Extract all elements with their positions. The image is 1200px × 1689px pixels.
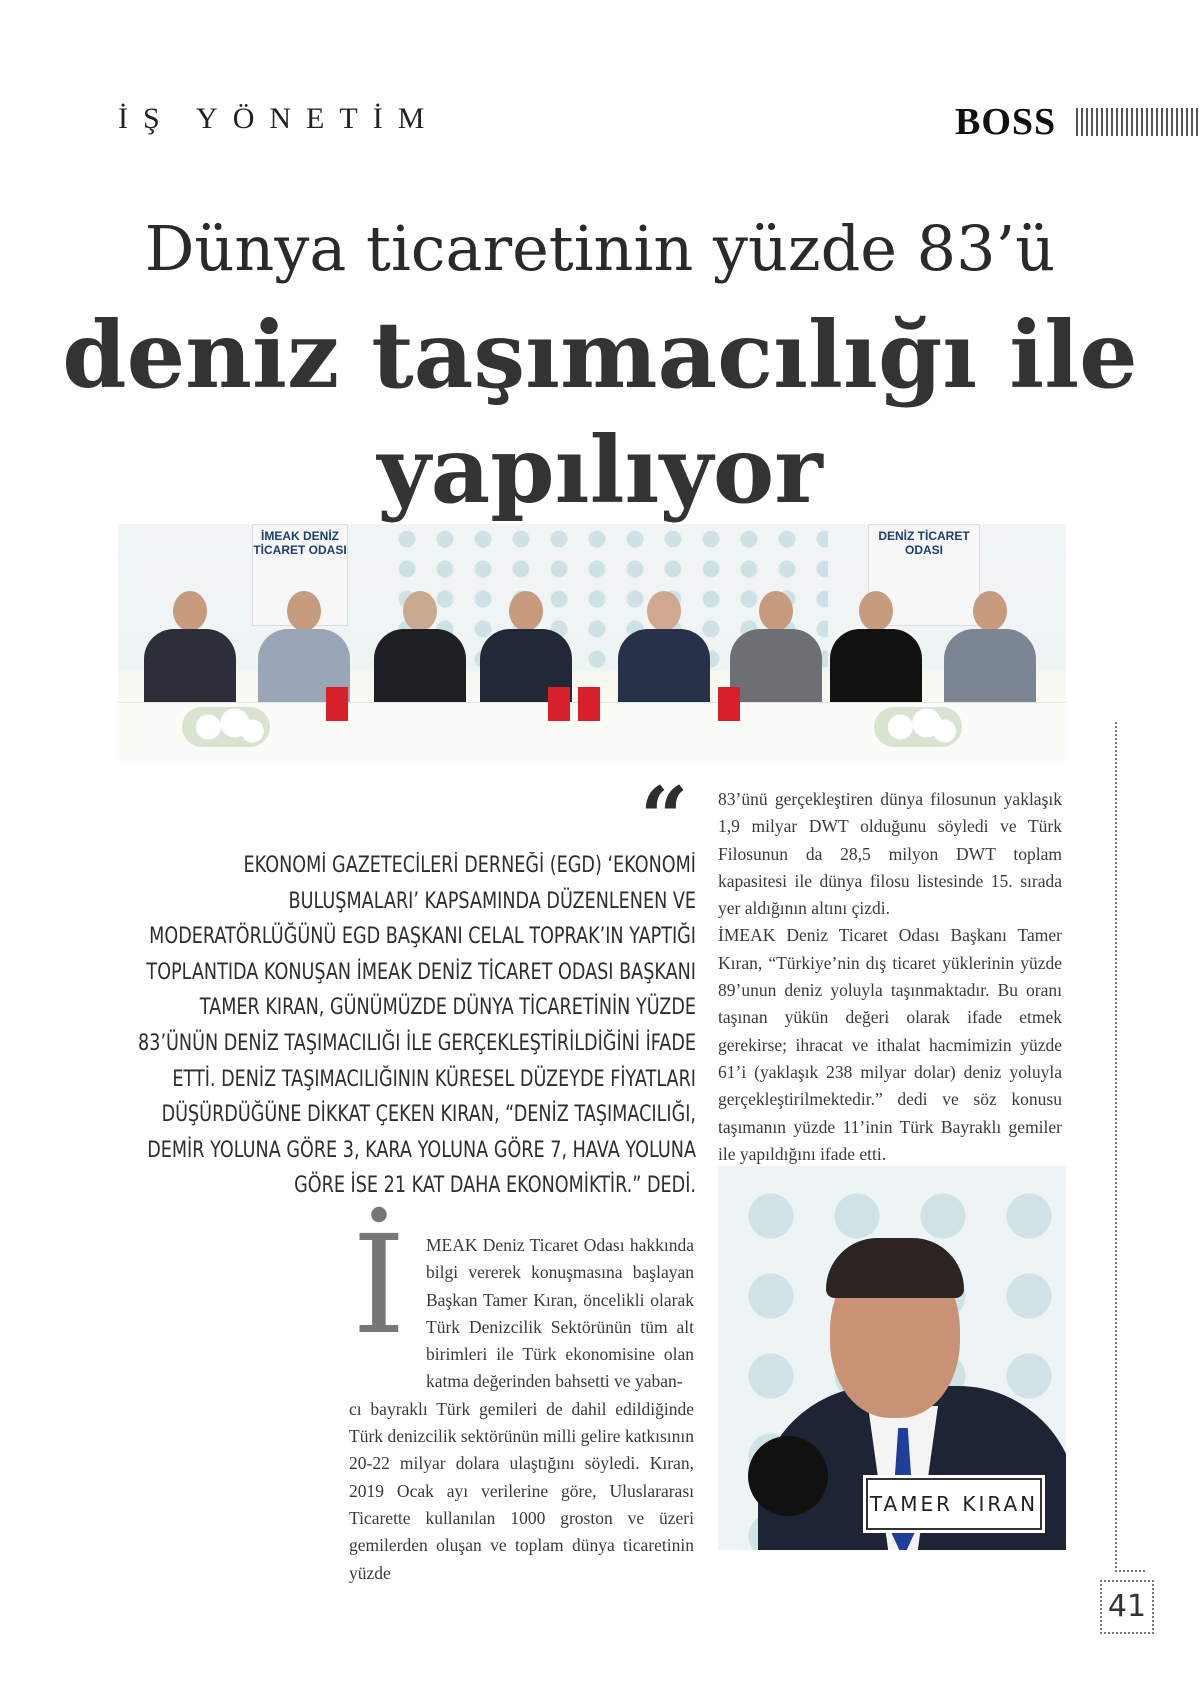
magazine-logo: BOSS [955, 101, 1057, 143]
dotted-rule [1115, 722, 1117, 1572]
flower-arrangement [182, 707, 270, 747]
headline-main [0, 298, 1200, 528]
body-column-left [349, 1232, 694, 1587]
chamber-banner-left: İMEAK DENİZ TİCARET ODASI [252, 524, 348, 626]
drop-cap: İ [352, 1207, 406, 1365]
turkish-flag [718, 687, 740, 721]
turkish-flag [326, 687, 348, 721]
turkish-flag [548, 687, 570, 721]
dotted-rule [1115, 1570, 1145, 1572]
flower-arrangement [874, 707, 962, 747]
headline-line-2: deniz taşımacılığı ile [62, 301, 1138, 409]
quote-mark-icon: “ [640, 768, 689, 867]
photo-caption: TAMER KIRAN [866, 1478, 1042, 1530]
body-column-right [718, 786, 1062, 1168]
microphone-icon [748, 1436, 828, 1516]
body-paragraph: İMEAK Deniz Ticaret Odası Başkanı Tamer Kıran, “Türkiye’nin dış ticaret yüklerinin yüzde 89’unun deniz yoluyla taşınmaktadır. Bu oranı taşınan yükün değeri olarak ifade etmek gerekirse; ihracat ve ithalat hacmimizin yüzde 61’i (yaklaşık 238 milyar dolar) deniz yoluyla gerçekleştirilmektedir.” dedi ve söz konusu taşımanın yüzde 11’inin Türk Bayraklı gemiler ile yapıldığını ifade etti. [718, 925, 1062, 1164]
panel-member [144, 591, 236, 703]
portrait-hair [826, 1238, 964, 1298]
chamber-banner-right: DENİZ TİCARET ODASI [868, 524, 980, 626]
turkish-flag [578, 687, 600, 721]
body-text: cı bayraklı Türk gemileri de dahil edildiğinde Türk denizcilik sektörünün milli gelire katkısının 20-22 milyar dolara ulaştığını söyledi. Kıran, 2019 Ocak ayı verilerine göre, Uluslararası Ticarette kullanılan 1000 groston ve üzeri gemilerden oluşan ve toplam dünya ticaretinin yüzde [349, 1398, 694, 1583]
body-text-indented: MEAK Deniz Ticaret Odası hakkında bilgi vererek konuşmasına başlayan Başkan Tamer Kıran, öncelikli olarak Türk Denizcilik Sektörünün tüm alt birimleri ile Türk ekonomisine olan katma değerinden bahsetti ve yaban- [426, 1235, 694, 1392]
lead-paragraph: EKONOMİ GAZETECİLERİ DERNEĞİ (EGD) ‘EKONOMİ BULUŞMALARI’ KAPSAMINDA DÜZENLENEN VE MODERATÖRLÜĞÜNÜ EGD BAŞKANI CELAL TOPRAK’IN YAPTIĞI TOPLANTIDA KONUŞAN İMEAK DENİZ TİCARET ODASI BAŞKANI TAMER KIRAN, GÜNÜMÜZDE DÜNYA TİCARETİNİN YÜZDE 83’ÜNÜN DENİZ TAŞIMACILIĞI İLE GERÇEKLEŞTİRİLDİĞİNİ İFADE ETTİ. DENİZ TAŞIMACILIĞININ KÜRESEL DÜZEYDE FİYATLARI DÜŞÜRDÜĞÜNE DİKKAT ÇEKEN KIRAN, “DENİZ TAŞIMACILIĞI, DEMİR YOLUNA GÖRE 3, KARA YOLUNA GÖRE 7, HAVA YOLUNA GÖRE İSE 21 KAT DAHA EKONOMİKTİR.” DEDİ. [138, 853, 697, 1199]
panel-member [944, 591, 1036, 703]
group-photo [118, 524, 1066, 761]
body-paragraph: 83’ünü gerçekleştiren dünya filosunun yaklaşık 1,9 milyar DWT olduğunu söyledi ve Türk Filosunun da 28,5 milyon DWT toplam kapasitesi ile dünya filosu listesinde 15. sırada yer aldığının altını çizdi. [718, 789, 1062, 919]
headline-line-3: yapılıyor [377, 416, 823, 524]
panel-member [830, 591, 922, 703]
panel-member [374, 591, 466, 703]
decorative-stripes [1076, 108, 1200, 136]
panel-member [730, 591, 822, 703]
headline-line-1: Dünya ticaretinin yüzde 83’ü [144, 212, 1056, 285]
panel-member [618, 591, 710, 703]
page-number: 41 [1100, 1580, 1154, 1634]
section-label: İŞ YÖNETİM [118, 102, 440, 135]
